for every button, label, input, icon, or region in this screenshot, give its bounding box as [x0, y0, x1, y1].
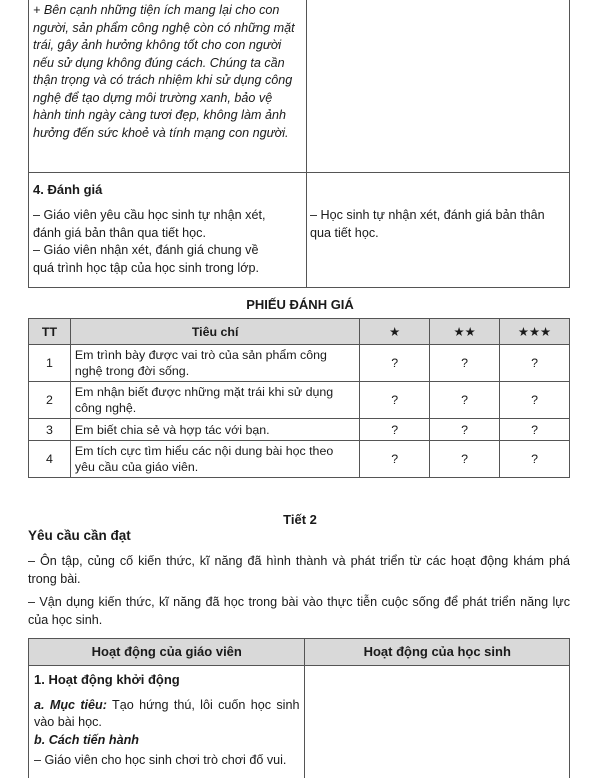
- student-evaluation-text: [310, 207, 568, 242]
- goal-paragraph: [34, 697, 299, 732]
- rating-cell: ?: [430, 419, 500, 441]
- rating-cell: ?: [360, 441, 430, 478]
- table-row: [29, 382, 570, 419]
- table-row: [29, 345, 570, 382]
- lesson-title: Tiết 2: [283, 512, 317, 527]
- header-student-activity: Hoạt động của học sinh: [305, 639, 570, 666]
- header-criteria: Tiêu chí: [70, 319, 359, 345]
- text-line: quá trình học tập của học sinh trong lớp.: [33, 260, 259, 275]
- rating-cell: ?: [500, 441, 570, 478]
- activity-table-continued: [28, 0, 570, 288]
- text-line: hành tinh ngày càng tươi đẹp, không làm ảnh: [33, 108, 286, 122]
- text-line: nghệ để tạo dựng môi trường xanh, bảo vệ: [33, 90, 273, 105]
- teacher-conclusion-text: [33, 2, 303, 142]
- rating-cell: ?: [360, 345, 430, 382]
- row-number: 3: [29, 419, 71, 441]
- goal-text: Tạo hứng thú, lôi cuốn học sinh vào bài học.: [34, 697, 300, 729]
- table-row: [29, 419, 570, 441]
- header-two-stars: ★★: [430, 319, 500, 345]
- text-line: người, sản phẩm công nghệ còn có những mặt: [33, 20, 295, 35]
- requirements-heading: Yêu cầu cần đạt: [28, 528, 131, 543]
- student-activity-cell: [305, 666, 570, 778]
- column-divider: [306, 0, 307, 287]
- goal-label: a. Mục tiêu:: [34, 697, 107, 712]
- row-number: 1: [29, 345, 71, 382]
- evaluation-table: [28, 318, 570, 478]
- table-row: [29, 441, 570, 478]
- rating-cell: ?: [430, 345, 500, 382]
- rating-cell: ?: [500, 419, 570, 441]
- table-header-row: [29, 319, 570, 345]
- teacher-evaluation-text: [33, 207, 303, 277]
- criteria-cell: Em trình bày được vai trò của sản phẩm công nghệ trong đời sống.: [70, 345, 359, 382]
- header-three-stars: ★★★: [500, 319, 570, 345]
- rating-cell: ?: [430, 382, 500, 419]
- criteria-cell: Em biết chia sẻ và hợp tác với bạn.: [70, 419, 359, 441]
- text-line: hưởng đến sức khoẻ và tính mạng con người.: [33, 125, 289, 140]
- activity-table: [28, 638, 570, 778]
- row-number: 2: [29, 382, 71, 419]
- header-one-star: ★: [360, 319, 430, 345]
- table-row: [29, 666, 570, 778]
- text-line: – Giáo viên nhận xét, đánh giá chung về: [33, 243, 259, 257]
- header-teacher-activity: Hoạt động của giáo viên: [29, 639, 305, 666]
- rating-cell: ?: [500, 345, 570, 382]
- text-line: thận trọng và có trách nhiệm khi sử dụng công: [33, 73, 293, 87]
- section-title-warmup: 1. Hoạt động khởi động: [34, 672, 180, 687]
- text-line: – Học sinh tự nhận xét, đánh giá bản thân: [310, 208, 545, 222]
- text-line: nếu sử dụng không đúng cách. Chúng ta cần: [33, 55, 285, 70]
- requirement-item: – Vận dụng kiến thức, kĩ năng đã học trong bài vào thực tiễn cuộc sống để phát triển năng lực của học sinh.: [28, 595, 570, 627]
- row-divider: [29, 172, 569, 173]
- row-number: 4: [29, 441, 71, 478]
- method-label: b. Cách tiến hành: [34, 732, 139, 747]
- criteria-cell: Em nhận biết được những mặt trái khi sử dụng công nghệ.: [70, 382, 359, 419]
- text-line: qua tiết học.: [310, 225, 379, 240]
- teacher-activity-cell: [29, 666, 305, 778]
- section-title-evaluation: 4. Đánh giá: [33, 182, 103, 197]
- rating-cell: ?: [360, 419, 430, 441]
- table-header-row: [29, 639, 570, 666]
- method-text: – Giáo viên cho học sinh chơi trò chơi đố vui.: [34, 753, 287, 767]
- text-line: – Giáo viên yêu cầu học sinh tự nhận xét,: [33, 208, 266, 222]
- rating-cell: ?: [430, 441, 500, 478]
- text-line: trái, gây ảnh hưởng không tốt cho con người: [33, 38, 282, 52]
- rating-cell: ?: [360, 382, 430, 419]
- header-tt: TT: [29, 319, 71, 345]
- evaluation-sheet-title: PHIẾU ĐÁNH GIÁ: [246, 297, 354, 312]
- requirement-item: – Ôn tập, củng cố kiến thức, kĩ năng đã hình thành và phát triển từ các hoạt động khám phá trong bài.: [28, 554, 570, 586]
- criteria-cell: Em tích cực tìm hiểu các nội dung bài học theo yêu cầu của giáo viên.: [70, 441, 359, 478]
- rating-cell: ?: [500, 382, 570, 419]
- text-line: đánh giá bản thân qua tiết học.: [33, 225, 206, 240]
- text-line: + Bên cạnh những tiện ích mang lại cho con: [33, 3, 280, 17]
